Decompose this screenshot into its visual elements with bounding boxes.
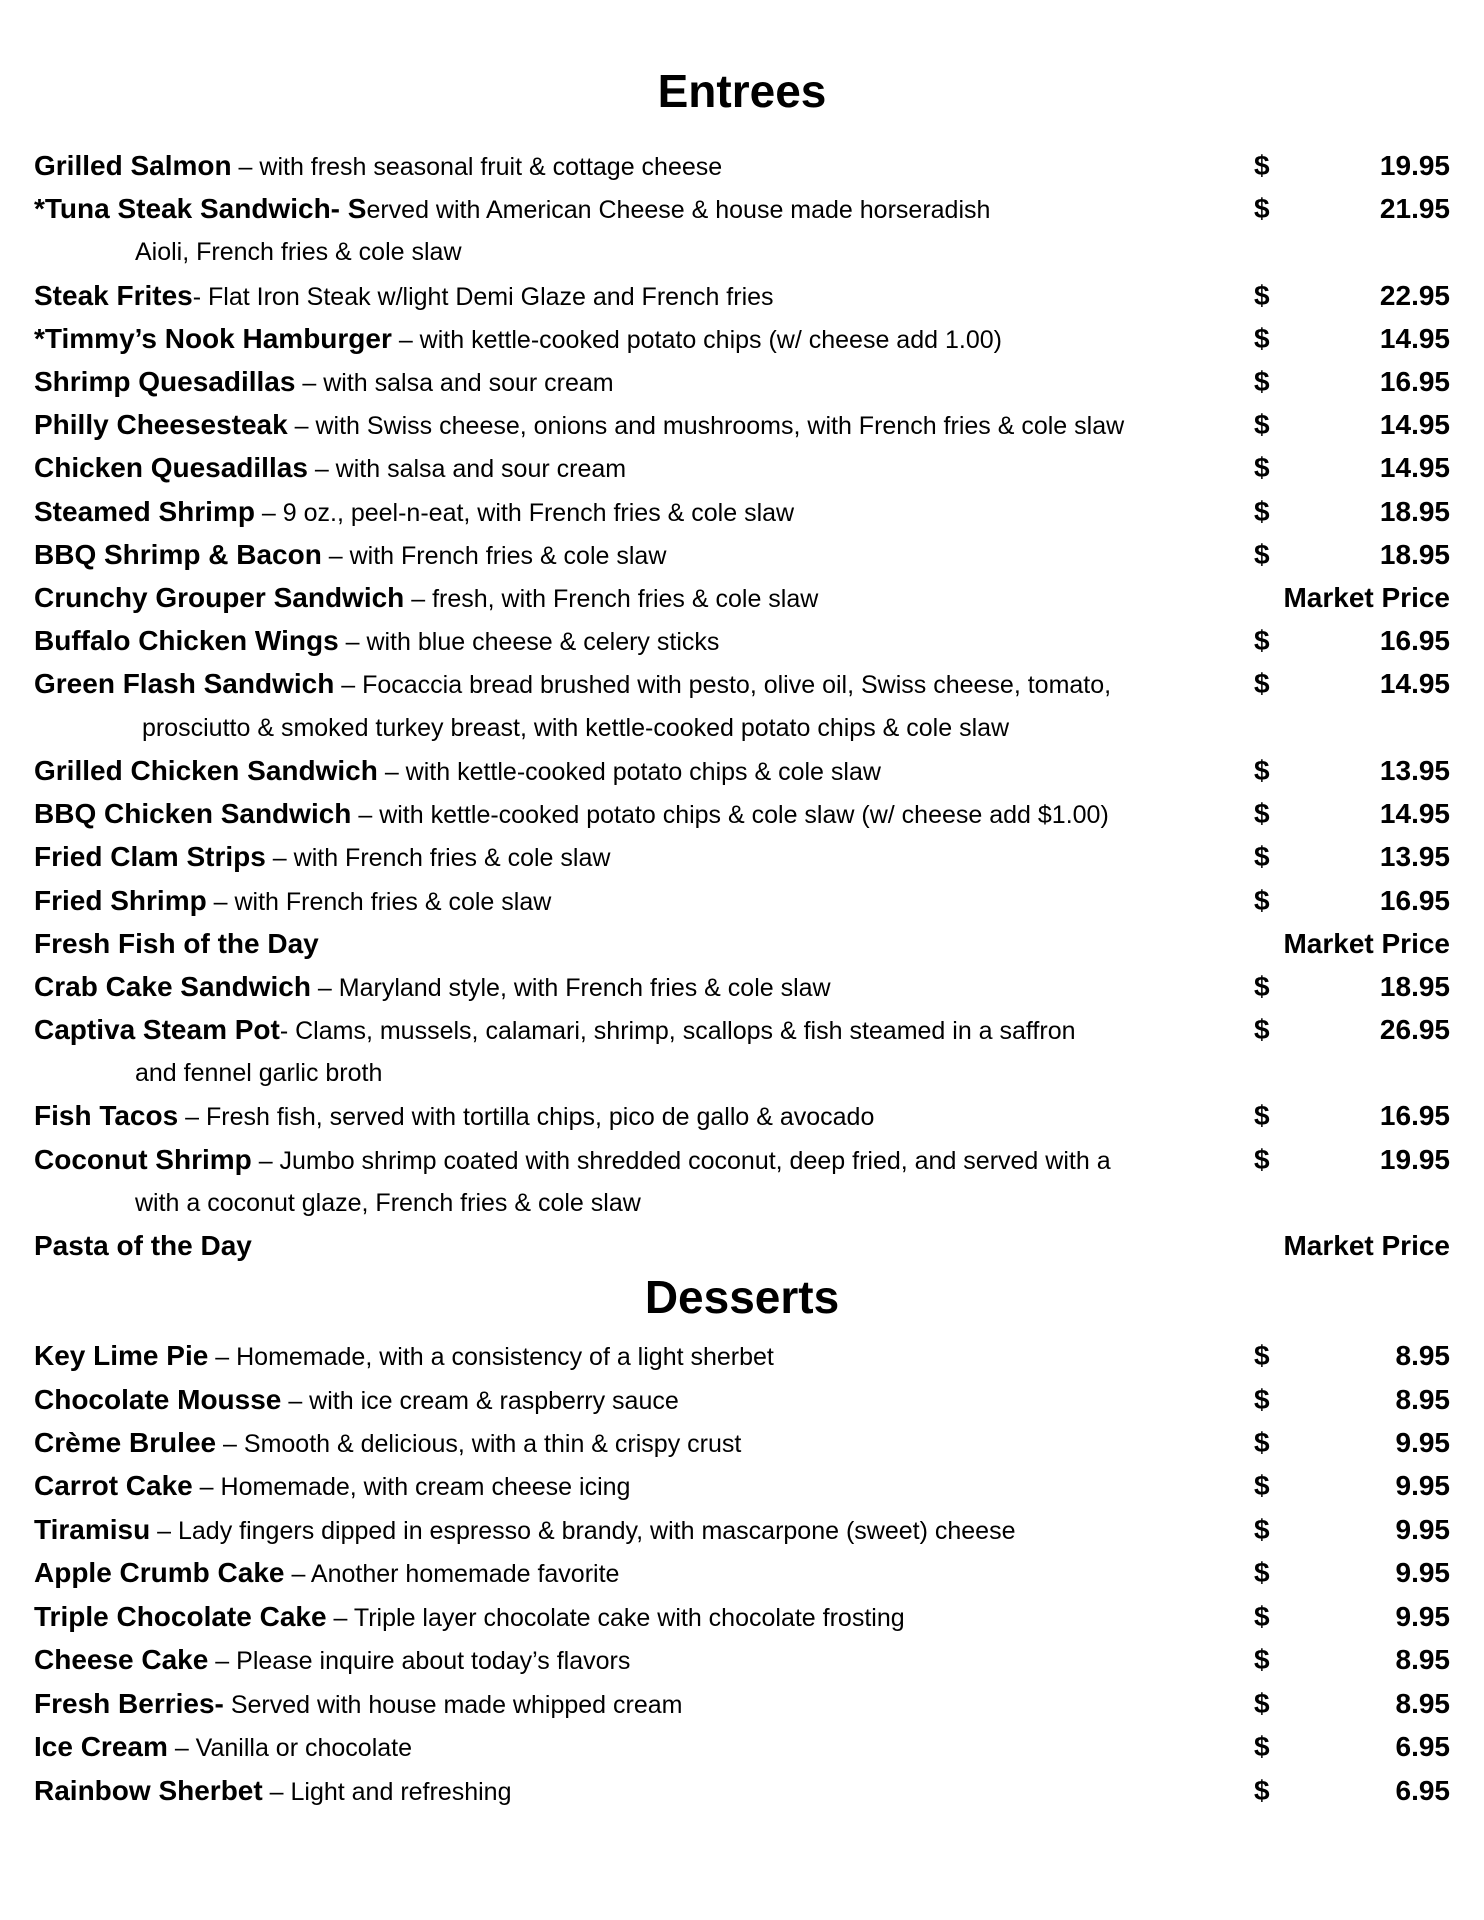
item-text — [34, 1226, 1234, 1267]
item-price: 16.95 — [1379, 366, 1450, 397]
entree-item-row — [34, 1096, 1450, 1136]
item-name: *Tuna Steak Sandwich- S — [34, 193, 367, 224]
item-price: 16.95 — [1379, 1100, 1450, 1131]
item-text — [34, 146, 1234, 187]
item-price: 22.95 — [1379, 280, 1450, 311]
item-price: 14.95 — [1379, 323, 1450, 354]
item-price: 18.95 — [1379, 971, 1450, 1002]
currency-symbol: $ — [1254, 280, 1270, 311]
entree-item-row — [34, 664, 1450, 704]
item-description: Served with house made whipped cream — [223, 1691, 683, 1719]
item-price: 26.95 — [1379, 1014, 1450, 1045]
currency-symbol: $ — [1254, 1470, 1270, 1501]
item-name: Buffalo Chicken Wings — [34, 625, 339, 656]
item-price: 9.95 — [1395, 1427, 1450, 1458]
entree-item-row — [34, 362, 1450, 402]
item-price: 13.95 — [1379, 755, 1450, 786]
item-name: Crab Cake Sandwich — [34, 971, 311, 1002]
item-price: 9.95 — [1395, 1470, 1450, 1501]
entree-item-row — [34, 1226, 1450, 1266]
item-name: Fish Tacos — [34, 1100, 179, 1131]
dessert-item-row — [34, 1771, 1450, 1811]
currency-symbol: $ — [1254, 625, 1270, 656]
currency-symbol: $ — [1254, 1644, 1270, 1675]
item-price: 14.95 — [1379, 668, 1450, 699]
item-text — [34, 1423, 1234, 1464]
item-price: 14.95 — [1379, 798, 1450, 829]
item-description: – Lady fingers dipped in espresso & brandy, with mascarpone (sweet) cheese — [150, 1517, 1016, 1545]
currency-symbol: $ — [1254, 150, 1270, 181]
item-text — [34, 535, 1234, 576]
currency-symbol: $ — [1254, 366, 1270, 397]
item-price: 16.95 — [1379, 885, 1450, 916]
item-price: 14.95 — [1379, 452, 1450, 483]
item-name: Rainbow Sherbet — [34, 1775, 263, 1806]
item-name: Carrot Cake — [34, 1470, 193, 1501]
item-name: Green Flash Sandwich — [34, 668, 335, 699]
item-text — [34, 405, 1234, 446]
item-description-continued: with a coconut glaze, French fries & cole slaw — [135, 1189, 641, 1217]
currency-symbol: $ — [1254, 798, 1270, 829]
item-price: 9.95 — [1395, 1601, 1450, 1632]
entree-item-row — [34, 751, 1450, 791]
currency-symbol: $ — [1254, 1688, 1270, 1719]
item-description: – Another homemade favorite — [284, 1560, 620, 1588]
currency-symbol: $ — [1254, 1100, 1270, 1131]
dessert-item-row — [34, 1380, 1450, 1420]
item-description: – with fresh seasonal fruit & cottage cheese — [231, 153, 723, 181]
item-name: Crème Brulee — [34, 1427, 217, 1458]
item-description: – Smooth & delicious, with a thin & crispy crust — [216, 1430, 742, 1458]
item-description: – Maryland style, with French fries & cole slaw — [310, 974, 831, 1002]
currency-symbol: $ — [1254, 1340, 1270, 1371]
entree-item-row — [34, 1140, 1450, 1180]
currency-symbol: $ — [1254, 1427, 1270, 1458]
item-description: – Focaccia bread brushed with pesto, olive oil, Swiss cheese, tomato, — [334, 671, 1112, 699]
item-text — [34, 794, 1234, 835]
item-text — [34, 362, 1234, 403]
currency-symbol: $ — [1254, 1014, 1270, 1045]
item-text — [34, 189, 1234, 230]
item-description: – Fresh fish, served with tortilla chips, pico de gallo & avocado — [178, 1103, 875, 1131]
desserts-title: Desserts — [644, 1271, 840, 1323]
item-description-continued: Aioli, French fries & cole slaw — [135, 238, 462, 266]
item-price: 13.95 — [1379, 841, 1450, 872]
item-description: – with French fries & cole slaw — [321, 542, 667, 570]
item-name: Grilled Salmon — [34, 150, 232, 181]
item-price: 9.95 — [1395, 1514, 1450, 1545]
item-text — [34, 1336, 1234, 1377]
item-text — [34, 1510, 1234, 1551]
item-text — [34, 664, 1234, 705]
item-description: – Homemade, with cream cheese icing — [192, 1473, 631, 1501]
dessert-item-row — [34, 1466, 1450, 1506]
item-price: 6.95 — [1395, 1775, 1450, 1806]
entree-item-row — [34, 924, 1450, 964]
item-price: 21.95 — [1379, 193, 1450, 224]
currency-symbol: $ — [1254, 971, 1270, 1002]
item-name: Fresh Berries- — [34, 1688, 224, 1719]
item-description: – with French fries & cole slaw — [265, 844, 611, 872]
item-name: Chicken Quesadillas — [34, 452, 308, 483]
item-description: – with Swiss cheese, onions and mushrooms, with French fries & cole slaw — [287, 412, 1125, 440]
item-price: 9.95 — [1395, 1557, 1450, 1588]
item-price: 6.95 — [1395, 1731, 1450, 1762]
item-name: BBQ Chicken Sandwich — [34, 798, 352, 829]
item-text — [34, 1140, 1234, 1181]
item-name: Fried Shrimp — [34, 885, 207, 916]
entrees-title: Entrees — [657, 65, 827, 117]
item-name: Steamed Shrimp — [34, 496, 255, 527]
item-description-continued: and fennel garlic broth — [135, 1059, 383, 1087]
entree-item-row — [34, 492, 1450, 532]
item-description: – with kettle-cooked potato chips & cole slaw (w/ cheese add $1.00) — [351, 801, 1109, 829]
currency-symbol: $ — [1254, 193, 1270, 224]
item-price: 8.95 — [1395, 1688, 1450, 1719]
item-price: Market Price — [1283, 1230, 1450, 1261]
item-name: Crunchy Grouper Sandwich — [34, 582, 405, 613]
currency-symbol: $ — [1254, 323, 1270, 354]
dessert-item-row — [34, 1336, 1450, 1376]
currency-symbol: $ — [1254, 885, 1270, 916]
item-name: BBQ Shrimp & Bacon — [34, 539, 322, 570]
item-price: 14.95 — [1379, 409, 1450, 440]
item-price: 8.95 — [1395, 1384, 1450, 1415]
item-price: 19.95 — [1379, 150, 1450, 181]
dessert-item-row — [34, 1597, 1450, 1637]
item-description: – Vanilla or chocolate — [167, 1734, 413, 1762]
entree-item-row — [34, 535, 1450, 575]
item-name: Chocolate Mousse — [34, 1384, 282, 1415]
item-name: Steak Frites — [34, 280, 193, 311]
item-description: – Jumbo shrimp coated with shredded coconut, deep fried, and served with a — [251, 1147, 1111, 1175]
item-name: Apple Crumb Cake — [34, 1557, 285, 1588]
entree-item-row — [34, 319, 1450, 359]
item-name: Ice Cream — [34, 1731, 168, 1762]
item-price: 8.95 — [1395, 1340, 1450, 1371]
item-name: Coconut Shrimp — [34, 1144, 252, 1175]
dessert-item-row — [34, 1510, 1450, 1550]
item-text — [34, 751, 1234, 792]
item-description: erved with American Cheese & house made horseradish — [366, 196, 991, 224]
item-text — [34, 967, 1234, 1008]
currency-symbol: $ — [1254, 409, 1270, 440]
item-description-continued: prosciutto & smoked turkey breast, with kettle-cooked potato chips & cole slaw — [142, 714, 1010, 742]
item-description: – with salsa and sour cream — [295, 369, 614, 397]
item-price: Market Price — [1283, 582, 1450, 613]
item-price: 16.95 — [1379, 625, 1450, 656]
item-description: – with blue cheese & celery sticks — [338, 628, 720, 656]
currency-symbol: $ — [1254, 1775, 1270, 1806]
item-text — [34, 1380, 1234, 1421]
item-description: – fresh, with French fries & cole slaw — [404, 585, 819, 613]
entree-item-row — [34, 146, 1450, 186]
item-name: Philly Cheesesteak — [34, 409, 288, 440]
item-description: – with ice cream & raspberry sauce — [281, 1387, 679, 1415]
currency-symbol: $ — [1254, 1144, 1270, 1175]
currency-symbol: $ — [1254, 1514, 1270, 1545]
item-price: Market Price — [1283, 928, 1450, 959]
item-text — [34, 492, 1234, 533]
item-name: Key Lime Pie — [34, 1340, 209, 1371]
dessert-item-row — [34, 1553, 1450, 1593]
currency-symbol: $ — [1254, 1601, 1270, 1632]
item-description: – with salsa and sour cream — [307, 455, 627, 483]
entree-item-row — [34, 1010, 1450, 1050]
item-text — [34, 276, 1234, 317]
item-name: Triple Chocolate Cake — [34, 1601, 327, 1632]
item-name: Pasta of the Day — [34, 1230, 252, 1261]
item-name: *Timmy’s Nook Hamburger — [34, 323, 392, 354]
dessert-item-row — [34, 1727, 1450, 1767]
item-name: Fried Clam Strips — [34, 841, 266, 872]
item-text — [34, 1466, 1234, 1507]
item-text — [34, 1010, 1234, 1051]
currency-symbol: $ — [1254, 755, 1270, 786]
item-price: 18.95 — [1379, 496, 1450, 527]
entree-item-row — [34, 448, 1450, 488]
item-description: – Light and refreshing — [262, 1778, 512, 1806]
currency-symbol: $ — [1254, 452, 1270, 483]
item-description: – 9 oz., peel-n-eat, with French fries & cole slaw — [254, 499, 795, 527]
currency-symbol: $ — [1254, 1557, 1270, 1588]
item-text — [34, 1684, 1234, 1725]
item-text — [34, 1640, 1234, 1681]
item-name: Fresh Fish of the Day — [34, 928, 319, 959]
item-price: 8.95 — [1395, 1644, 1450, 1675]
item-description: – with kettle-cooked potato chips (w/ cheese add 1.00) — [391, 326, 1002, 354]
item-text — [34, 1553, 1234, 1594]
entree-item-row — [34, 967, 1450, 1007]
item-description: - Flat Iron Steak w/light Demi Glaze and French fries — [192, 283, 774, 311]
entree-item-row — [34, 276, 1450, 316]
entree-item-row — [34, 794, 1450, 834]
item-description: – with French fries & cole slaw — [206, 888, 552, 916]
currency-symbol: $ — [1254, 1731, 1270, 1762]
item-text — [34, 319, 1234, 360]
dessert-item-row — [34, 1684, 1450, 1724]
item-text — [34, 621, 1234, 662]
entree-item-row — [34, 837, 1450, 877]
item-text — [34, 578, 1234, 619]
item-description: – Triple layer chocolate cake with chocolate frosting — [326, 1604, 905, 1632]
item-text — [34, 881, 1234, 922]
entree-item-row — [34, 405, 1450, 445]
item-description: – Homemade, with a consistency of a light sherbet — [208, 1343, 774, 1371]
dessert-item-row — [34, 1423, 1450, 1463]
currency-symbol: $ — [1254, 1384, 1270, 1415]
item-description: - Clams, mussels, calamari, shrimp, scallops & fish steamed in a saffron — [279, 1017, 1076, 1045]
item-text — [34, 1771, 1234, 1812]
item-price: 19.95 — [1379, 1144, 1450, 1175]
item-text — [34, 837, 1234, 878]
entree-item-row — [34, 881, 1450, 921]
item-price: 18.95 — [1379, 539, 1450, 570]
entree-item-row — [34, 578, 1450, 618]
currency-symbol: $ — [1254, 668, 1270, 699]
item-name: Shrimp Quesadillas — [34, 366, 296, 397]
item-name: Grilled Chicken Sandwich — [34, 755, 378, 786]
item-text — [34, 1727, 1234, 1768]
dessert-item-row — [34, 1640, 1450, 1680]
item-text — [34, 1096, 1234, 1137]
currency-symbol: $ — [1254, 841, 1270, 872]
currency-symbol: $ — [1254, 539, 1270, 570]
item-name: Tiramisu — [34, 1514, 151, 1545]
item-name: Captiva Steam Pot — [34, 1014, 280, 1045]
item-text — [34, 1597, 1234, 1638]
entree-item-row — [34, 189, 1450, 229]
item-text — [34, 924, 1234, 965]
item-text — [34, 448, 1234, 489]
currency-symbol: $ — [1254, 496, 1270, 527]
entree-item-row — [34, 621, 1450, 661]
item-description: – with kettle-cooked potato chips & cole slaw — [377, 758, 881, 786]
item-name: Cheese Cake — [34, 1644, 209, 1675]
item-description: – Please inquire about today’s flavors — [208, 1647, 631, 1675]
